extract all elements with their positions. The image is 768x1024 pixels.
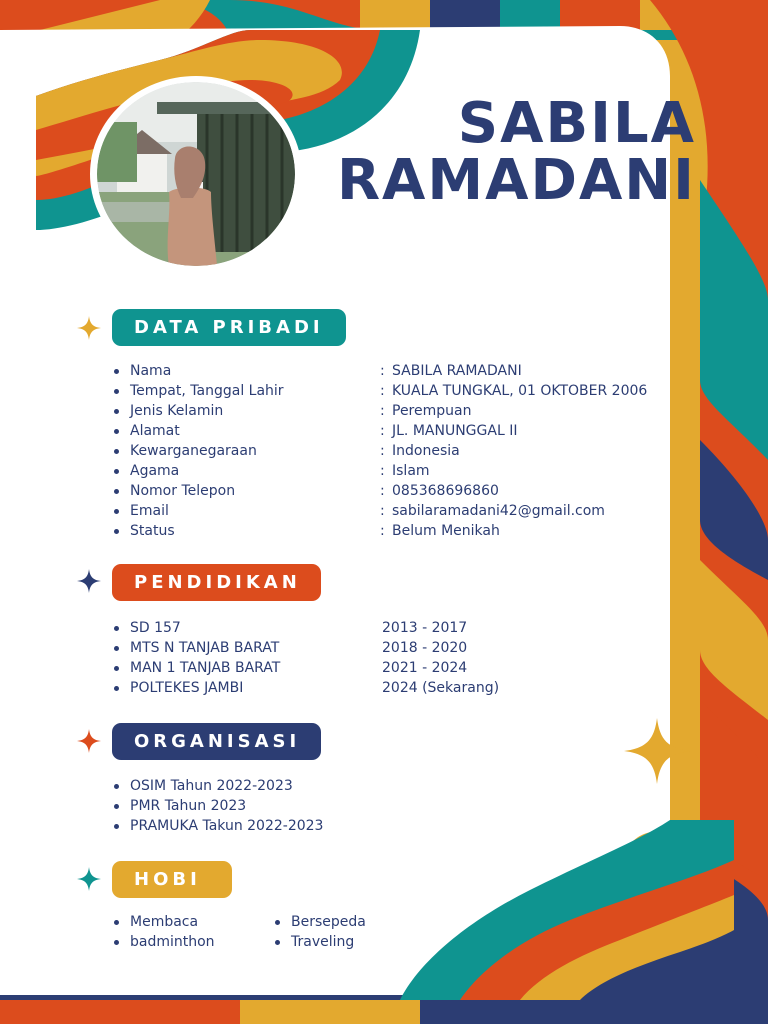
profile-photo: [90, 76, 302, 272]
organization-item: PMR Tahun 2023: [130, 798, 247, 814]
list-item: [114, 658, 280, 678]
list-item: : 085368696860: [380, 483, 499, 499]
section-organization-title: ORGANISASI: [112, 723, 321, 760]
list-item: [114, 776, 323, 796]
list-item: [114, 481, 284, 501]
education-schools-list: [114, 618, 280, 698]
personal-label: Nomor Telepon: [130, 483, 236, 499]
education-years: 2021 - 2024: [382, 660, 468, 676]
list-item: : JL. MANUNGGAL II: [380, 423, 518, 439]
organization-sparkle-star-icon: [77, 729, 101, 753]
personal-label: Status: [130, 523, 175, 539]
personal-sparkle-star-icon: [77, 316, 101, 340]
list-item: : Islam: [380, 463, 430, 479]
organization-item: OSIM Tahun 2022-2023: [130, 778, 293, 794]
education-years: 2013 - 2017: [382, 620, 468, 636]
personal-label: Agama: [130, 463, 180, 479]
personal-value: SABILA RAMADANI: [392, 363, 522, 379]
personal-label: Email: [130, 503, 169, 519]
personal-value: KUALA TUNGKAL, 01 OKTOBER 2006: [392, 383, 648, 399]
education-school: POLTEKES JAMBI: [130, 680, 244, 696]
personal-label: Tempat, Tanggal Lahir: [130, 383, 284, 399]
list-item: : Perempuan: [380, 403, 472, 419]
name-last: RAMADANI: [336, 148, 696, 213]
list-item: [114, 421, 284, 441]
organization-item: PRAMUKA Takun 2022-2023: [130, 818, 324, 834]
list-item: [114, 912, 215, 932]
personal-value: Islam: [392, 463, 430, 479]
education-years: 2018 - 2020: [382, 640, 468, 656]
profile-photo-image: [97, 82, 295, 266]
list-item: : SABILA RAMADANI: [380, 363, 522, 379]
list-item: [114, 932, 215, 952]
list-item: : sabilaramadani42@gmail.com: [380, 503, 605, 519]
list-item: [114, 521, 284, 541]
list-item: : Indonesia: [380, 443, 460, 459]
hobbies-sparkle-star-icon: [77, 867, 101, 891]
personal-value: Belum Menikah: [392, 523, 500, 539]
list-item: : Belum Menikah: [380, 523, 500, 539]
list-item: [114, 816, 323, 836]
list-item: [114, 501, 284, 521]
hobby-item: Bersepeda: [291, 914, 366, 930]
section-personal-title: DATA PRIBADI: [112, 309, 346, 346]
list-item: [275, 912, 366, 932]
list-item: [114, 638, 280, 658]
personal-value: JL. MANUNGGAL II: [392, 423, 518, 439]
list-item: [114, 618, 280, 638]
personal-values-list: [380, 361, 647, 541]
list-item: [114, 441, 284, 461]
list-item: [114, 796, 323, 816]
list-item: [114, 678, 280, 698]
personal-value: sabilaramadani42@gmail.com: [392, 503, 605, 519]
education-years-list: [382, 618, 499, 698]
section-hobbies-title: HOBI: [112, 861, 232, 898]
education-school: MAN 1 TANJAB BARAT: [130, 660, 281, 676]
list-item: [382, 658, 499, 678]
personal-value: Perempuan: [392, 403, 472, 419]
list-item: [275, 932, 366, 952]
education-school: MTS N TANJAB BARAT: [130, 640, 280, 656]
decor-star-icon: [624, 718, 690, 784]
hobbies-list-col1: [114, 912, 215, 952]
education-sparkle-star-icon: [77, 569, 101, 593]
personal-label: Nama: [130, 363, 172, 379]
list-item: [114, 361, 284, 381]
list-item: [382, 618, 499, 638]
list-item: [382, 638, 499, 658]
section-education-title: PENDIDIKAN: [112, 564, 321, 601]
list-item: [114, 401, 284, 421]
list-item: [114, 461, 284, 481]
hobby-item: Traveling: [291, 934, 355, 950]
list-item: [114, 381, 284, 401]
personal-value: Indonesia: [392, 443, 460, 459]
personal-value: 085368696860: [392, 483, 499, 499]
personal-labels-list: [114, 361, 284, 541]
education-school: SD 157: [130, 620, 181, 636]
hobby-item: Membaca: [130, 914, 199, 930]
list-item: [382, 678, 499, 698]
name-first: SABILA: [457, 91, 696, 156]
hobby-item: badminthon: [130, 934, 215, 950]
personal-label: Alamat: [130, 423, 180, 439]
education-years: 2024 (Sekarang): [382, 680, 500, 696]
organization-list: [114, 776, 323, 836]
list-item: : KUALA TUNGKAL, 01 OKTOBER 2006: [380, 383, 648, 399]
hobbies-list-col2: [275, 912, 366, 952]
personal-label: Kewarganegaraan: [130, 443, 257, 459]
personal-label: Jenis Kelamin: [130, 403, 224, 419]
